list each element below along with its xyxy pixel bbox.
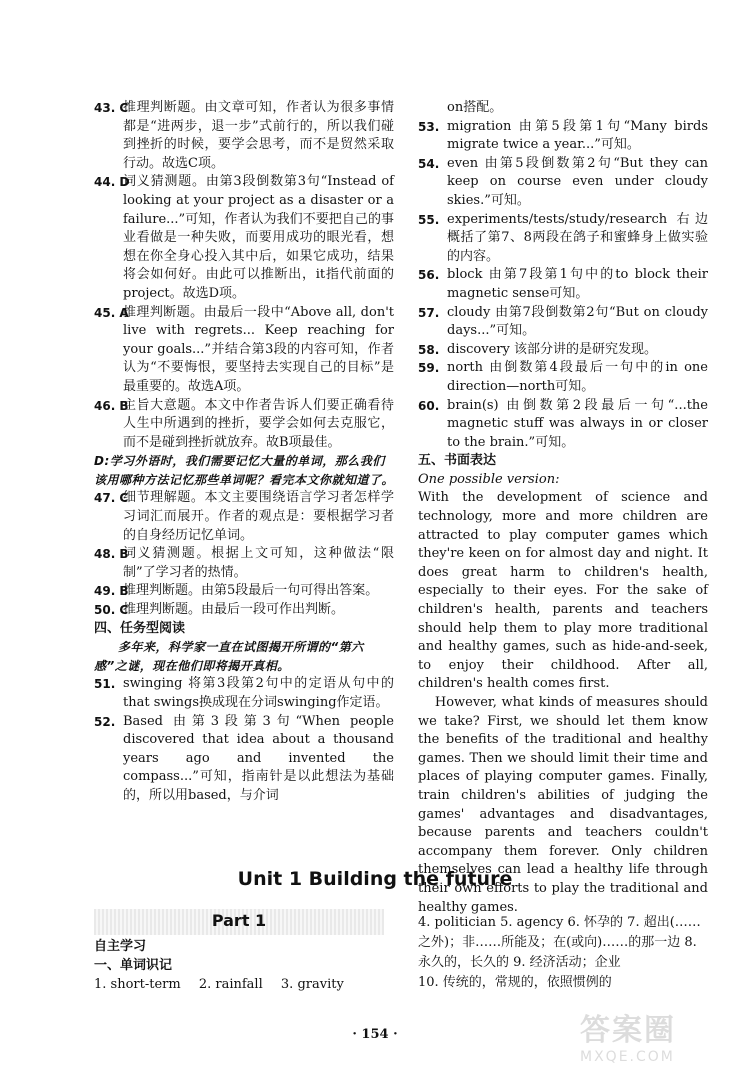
answer-text: discovery 该部分讲的是研究发现。 bbox=[447, 341, 657, 357]
answer-item bbox=[94, 675, 394, 712]
answer-number: 45. A bbox=[94, 305, 129, 320]
answer-number: 48. B bbox=[94, 547, 129, 562]
answer-item bbox=[94, 173, 394, 303]
answer-number: 60. bbox=[418, 398, 440, 413]
watermark-url: MXQE.COM bbox=[580, 1049, 675, 1065]
answer-item bbox=[94, 601, 394, 620]
vocab-item: 1. short-term bbox=[94, 977, 181, 992]
watermark-text: 答案圈 bbox=[580, 1013, 676, 1048]
answer-item bbox=[418, 304, 708, 341]
answer-text: 词义猜测题。由第3段倒数第3句“Instead of looking at your project as a disaster or a failure...”可知，作者认为我们不要把自己的事业看做是一种失败，而要用成功的眼光看，想想在你全身心投入其中后，如果它成功，结果将会如何好。由此可以推断出，it指代前面的project。故选D项。 bbox=[123, 174, 394, 301]
answer-item bbox=[418, 211, 708, 267]
answer-item bbox=[418, 266, 708, 303]
answer-item bbox=[94, 99, 394, 173]
answer-text: north 由倒数第4段最后一句中的in one direction—north可知。 bbox=[447, 360, 708, 394]
answer-text: Based 由第3段第3句“When people discovered that idea about a thousand years ago and invented the compass...”可知，指南针是以此想法为基础的，所以用based，与介词 bbox=[123, 713, 394, 803]
answer-item bbox=[94, 397, 394, 453]
vocab-list bbox=[94, 975, 394, 994]
essay-paragraph: With the development of science and technology, more and more children are attracted to play computer games which they're keen on for almost day and night. It does great harm to children's health, especially to their eyes. For the sake of children's health, parents and teachers should help them to play more traditional and healthy games, such as hide-and-seek, to enjoy their childhood. After all, children's health comes first. bbox=[418, 490, 708, 692]
answer-text: even 由第5段倒数第2句“But they can keep on course even under cloudy skies.”可知。 bbox=[447, 155, 708, 208]
answer-number: 46. B bbox=[94, 398, 129, 413]
answer-item bbox=[94, 582, 394, 601]
answer-text: block 由第7段第1句中的to block their magnetic sense可知。 bbox=[447, 267, 708, 301]
answer-item bbox=[94, 489, 394, 545]
answer-number: 50. C bbox=[94, 603, 129, 618]
answer-number: 47. C bbox=[94, 491, 129, 506]
passage-d-intro: D:学习外语时，我们需要记忆大量的单词，那么我们该用哪种方法记忆那些单词呢？看完本文你就知道了。 bbox=[94, 454, 395, 487]
essay bbox=[418, 489, 708, 917]
vocab-continued: 10. 传统的，常规的，依照惯例的 bbox=[418, 975, 612, 990]
answer-number: 53. bbox=[418, 119, 440, 134]
section-heading-writing: 五、书面表达 bbox=[418, 453, 497, 469]
answer-text: 推理判断题。由文章可知，作者认为很多事情都是“进两步，退一步”式前行的，所以我们碰到挫折的时候，要学会思考，而不是贸然采取行动。故选C项。 bbox=[123, 100, 394, 171]
essay-paragraph: However, what kinds of measures should we take? First, we should let them know the benefits of the traditional and healthy games. Then we should limit their time and places of playing computer games. Finally, train children's abilities of judging the games' advantages and disadvantages, because parents and teachers couldn't accompany them forever. Only children themselves can lead a healthy life through their own efforts to play the traditional and healthy games. bbox=[418, 695, 708, 915]
continued-text: on搭配。 bbox=[447, 100, 503, 115]
self-study-heading: 自主学习 bbox=[94, 939, 147, 954]
answer-number: 51. bbox=[94, 677, 116, 692]
answer-text: experiments/tests/study/research 右边概括了第7、8两段在鸽子和蜜蜂身上做实验的内容。 bbox=[447, 211, 708, 264]
right-column bbox=[418, 99, 708, 917]
answer-text: 推理判断题。由最后一段可作出判断。 bbox=[123, 602, 345, 618]
vocab-heading: 一、单词识记 bbox=[94, 958, 173, 973]
answer-number: 57. bbox=[418, 305, 440, 320]
answer-text: 词义猜测题。根据上文可知，这种做法“限制”了学习者的热情。 bbox=[123, 546, 394, 580]
answer-number: 54. bbox=[418, 156, 440, 171]
answer-item bbox=[418, 359, 708, 396]
answer-text: 推理判断题。由最后一段中“Above all, don't live with regrets... Keep reaching for your goals...”并结合第3段的内容可知，作者认为“不要悔恨，要坚持去实现自己的目标”是最重要的。故选A项。 bbox=[123, 304, 394, 394]
section-heading-task-reading: 四、任务型阅读 bbox=[94, 620, 186, 636]
answer-number: 56. bbox=[418, 268, 440, 283]
answer-item bbox=[418, 341, 708, 360]
answer-number: 49. B bbox=[94, 584, 129, 599]
one-possible-version-label: One possible version: bbox=[418, 471, 560, 487]
answer-text: brain(s) 由倒数第2段最后一句“...the magnetic stuff was always in or closer to the brain.”可知。 bbox=[447, 397, 708, 450]
part-title: Part 1 bbox=[211, 911, 267, 930]
watermark-logo bbox=[580, 1005, 720, 1065]
vocab-continued: 4. politician 5. agency 6. 怀孕的 7. 超出(……之外)；非……所能及；在(或向)……的那一边 8. 永久的，长久的 9. 经济活动；企业 bbox=[418, 915, 701, 970]
vocab-right bbox=[418, 913, 708, 993]
answer-text: migration 由第5段第1句“Many birds migrate twice a year...”可知。 bbox=[447, 118, 708, 153]
task-reading-intro: 多年来，科学家一直在试图揭开所谓的“第六感”之谜，现在他们即将揭开真相。 bbox=[94, 640, 364, 673]
answer-item bbox=[418, 118, 708, 155]
answer-text: 主旨大意题。本文中作者告诉人们要正确看待人生中所遇到的挫折，要学会如何去克服它，而不是碰到挫折就放弃。故B项最佳。 bbox=[123, 397, 394, 450]
vocab-item: 2. rainfall bbox=[198, 977, 263, 992]
answer-text: cloudy 由第7段倒数第2句“But on cloudy days...”可知。 bbox=[447, 304, 708, 339]
answer-item bbox=[418, 155, 708, 211]
answer-number: 44. D bbox=[94, 175, 130, 190]
answer-item bbox=[94, 713, 394, 806]
unit-title: Unit 1 Building the future bbox=[237, 868, 513, 890]
answer-text: 细节理解题。本文主要围绕语言学习者怎样学习词汇而展开。作者的观点是：要根据学习者的自身经历记忆单词。 bbox=[123, 490, 394, 543]
answer-text: swinging 将第3段第2句中的定语从句中的that swings换成现在分词swinging作定语。 bbox=[123, 676, 394, 710]
answer-text: 推理判断题。由第5段最后一句可得出答案。 bbox=[123, 583, 379, 599]
page-number: · 154 · bbox=[352, 1027, 398, 1042]
answer-number: 52. bbox=[94, 714, 116, 729]
vocab-item: 3. gravity bbox=[280, 977, 344, 992]
answer-item bbox=[94, 545, 394, 582]
answer-item bbox=[418, 397, 708, 453]
answer-item bbox=[94, 304, 394, 397]
answer-number: 43. C bbox=[94, 101, 129, 115]
left-column bbox=[94, 99, 394, 806]
answer-number: 59. bbox=[418, 361, 440, 376]
answer-number: 55. bbox=[418, 212, 440, 227]
answer-number: 58. bbox=[418, 342, 440, 357]
vocab-left bbox=[94, 937, 394, 994]
